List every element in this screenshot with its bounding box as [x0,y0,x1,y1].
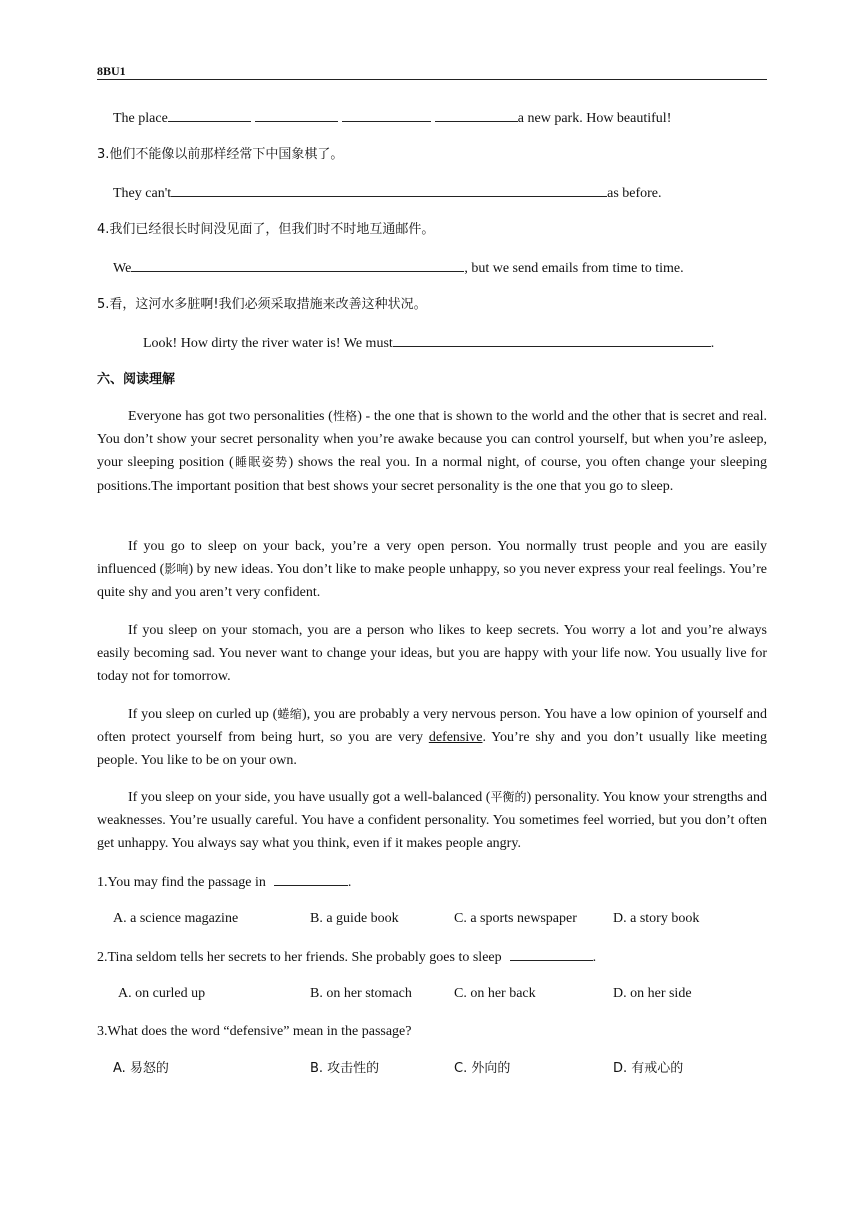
answer-blank[interactable] [274,873,348,886]
translation-q4-chinese: 4.我们已经很长时间没见面了，但我们时不时地互通邮件。 [97,222,435,237]
answer-blank[interactable] [510,948,593,961]
translation-q5-chinese: 5.看，这河水多脏啊!我们必须采取措施来改善这种状况。 [97,297,427,312]
question-3-option-d[interactable]: D. 有戒心的 [613,1061,684,1076]
question-1-option-b[interactable]: B. a guide book [310,911,399,926]
question-2-option-b[interactable]: B. on her stomach [310,986,412,1001]
passage-paragraph-3: If you sleep on your stomach, you are a person who likes to keep secrets. You worry a lot and you’re always easily becoming sad. You never want to change your ideas, but you are happy with your life now. You usually live for today not for tomorrow. [97,623,767,685]
translation-q2-english: The place a new park. How beautiful! [113,111,672,126]
question-3-option-c[interactable]: C. 外向的 [454,1061,511,1076]
translation-q5-english: Look! How dirty the river water is! We must . [143,336,715,351]
underlined-word: defensive [428,730,483,746]
question-3-stem: 3.What does the word “defensive” mean in the passage? [97,1024,412,1039]
document-header [97,64,767,80]
question-1-stem: 1.You may find the passage in . [97,875,352,890]
passage-paragraph-2: If you go to sleep on your back, you’re a very open person. You normally trust people and you are easily influenced (影响) by new ideas. You don’t like to make people unhappy, so you never express your real feelings. You’re quite shy and you aren’t very confident. [97,539,767,601]
question-3-option-a[interactable]: A. 易怒的 [113,1061,169,1076]
passage-paragraph-4: If you sleep on curled up (蜷缩), you are probably a very nervous person. You have a low opinion of yourself and often protect yourself from being hurt, so you are very defensive. You’re shy and you don’t usually like meeting people. You like to be on your own. [97,707,767,769]
header-title: 8BU1 [97,64,126,78]
question-3-option-b[interactable]: B. 攻击性的 [310,1061,380,1076]
answer-blank[interactable] [342,109,431,122]
translation-q4-english: We , but we send emails from time to time. [113,261,684,276]
question-1-option-c[interactable]: C. a sports newspaper [454,911,577,926]
passage-paragraph-1: Everyone has got two personalities (性格) - the one that is shown to the world and the other that is secret and real. You don’t show your secret personality when you’re awake because you can control yourself, but when you’re asleep, your sleeping position (睡眠姿势) shows the real you. In a normal night, of course, you often change your sleeping positions.The important position that best shows your secret personality is the one that you go to sleep. [97,409,767,494]
answer-blank[interactable] [255,109,338,122]
passage-paragraph-5: If you sleep on your side, you have usually got a well-balanced (平衡的) personality. You know your strengths and weaknesses. You’re usually careful. You have a confident personality. You sometimes feel worried, but you don’t often get unhappy. You always say what you think, even if it makes people angry. [97,790,767,852]
answer-blank[interactable] [435,109,518,122]
question-2-option-c[interactable]: C. on her back [454,986,536,1001]
translation-q3-english: They can't as before. [113,186,662,201]
translation-q3-chinese: 3.他们不能像以前那样经常下中国象棋了。 [97,147,344,162]
reading-section-title: 六、阅读理解 [97,372,176,387]
answer-blank[interactable] [393,334,711,347]
question-2-option-d[interactable]: D. on her side [613,986,692,1001]
answer-blank[interactable] [131,259,464,272]
question-1-option-a[interactable]: A. a science magazine [113,911,239,926]
question-2-stem: 2.Tina seldom tells her secrets to her friends. She probably goes to sleep . [97,950,597,965]
question-1-option-d[interactable]: D. a story book [613,911,700,926]
answer-blank[interactable] [171,184,607,197]
question-2-option-a[interactable]: A. on curled up [118,986,206,1001]
answer-blank[interactable] [168,109,251,122]
